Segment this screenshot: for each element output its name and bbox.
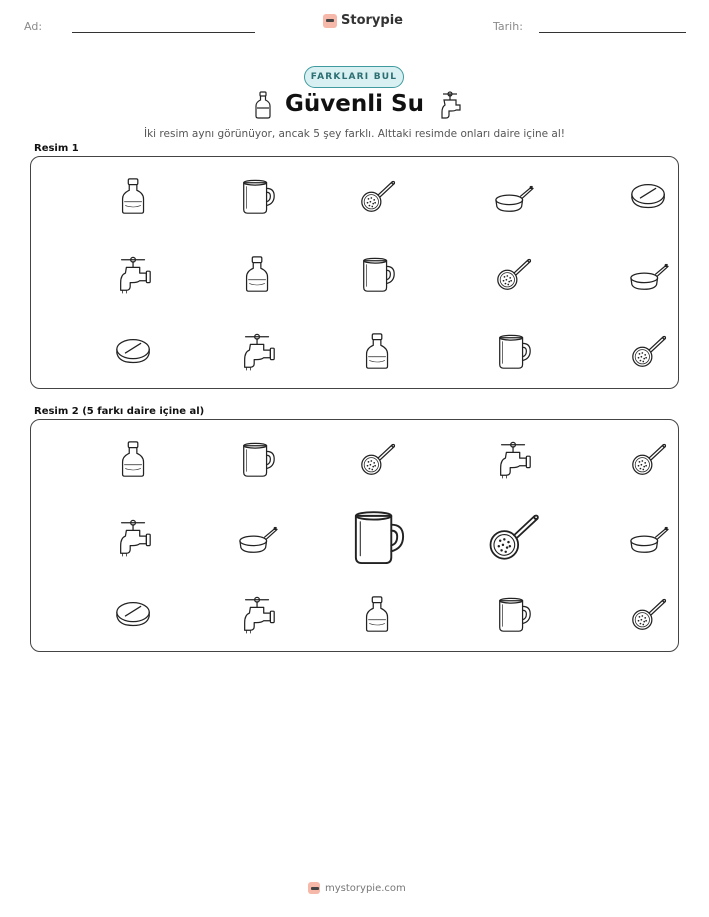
picture1-mug-icon[interactable] bbox=[494, 332, 534, 372]
picture1-bottle-icon[interactable] bbox=[114, 177, 154, 217]
page-title: Güvenli Su bbox=[285, 91, 424, 117]
picture2-pan-icon[interactable] bbox=[238, 518, 278, 558]
picture2-strainer-icon[interactable] bbox=[629, 440, 669, 480]
footer bbox=[308, 882, 406, 894]
picture2-tap-icon[interactable] bbox=[114, 518, 154, 558]
picture1-tap-icon[interactable] bbox=[238, 332, 278, 372]
picture1-mug-icon[interactable] bbox=[358, 255, 398, 295]
picture2-label: Resim 2 (5 farkı daire içine al) bbox=[34, 406, 205, 417]
brand-logo bbox=[323, 13, 403, 28]
picture1-bottle-icon[interactable] bbox=[358, 332, 398, 372]
picture1-pan-icon[interactable] bbox=[494, 177, 534, 217]
picture2-mug-icon[interactable] bbox=[347, 507, 409, 569]
storypie-icon bbox=[323, 14, 337, 28]
picture1-label: Resim 1 bbox=[34, 143, 79, 154]
picture1-tap-icon[interactable] bbox=[114, 255, 154, 295]
picture1-bottle-icon[interactable] bbox=[238, 255, 278, 295]
name-line[interactable] bbox=[72, 32, 255, 33]
picture1-strainer-icon[interactable] bbox=[629, 332, 669, 372]
storypie-icon bbox=[308, 882, 320, 894]
picture2-tablet-icon[interactable] bbox=[114, 595, 154, 635]
picture1-tablet-icon[interactable] bbox=[114, 332, 154, 372]
picture2-strainer-icon[interactable] bbox=[358, 440, 398, 480]
picture2-mug-icon[interactable] bbox=[238, 440, 278, 480]
picture1-strainer-icon[interactable] bbox=[358, 177, 398, 217]
picture2-pan-icon[interactable] bbox=[629, 518, 669, 558]
tap-icon bbox=[435, 90, 465, 120]
picture2-mug-icon[interactable] bbox=[494, 595, 534, 635]
picture2-bottle-icon[interactable] bbox=[114, 440, 154, 480]
footer-url[interactable]: mystorypie.com bbox=[325, 882, 406, 894]
picture2-panel[interactable] bbox=[30, 419, 679, 652]
picture1-strainer-icon[interactable] bbox=[494, 255, 534, 295]
date-line[interactable] bbox=[539, 32, 686, 33]
picture1-panel[interactable] bbox=[30, 156, 679, 389]
activity-badge: FARKLARI BUL bbox=[304, 66, 404, 88]
picture2-strainer-icon[interactable] bbox=[629, 595, 669, 635]
brand-name: Storypie bbox=[341, 13, 403, 28]
picture2-tap-icon[interactable] bbox=[494, 440, 534, 480]
date-label: Tarih: bbox=[493, 20, 523, 33]
picture2-tap-icon[interactable] bbox=[238, 595, 278, 635]
name-label: Ad: bbox=[24, 20, 43, 33]
picture1-pan-icon[interactable] bbox=[629, 255, 669, 295]
instructions: İki resim aynı görünüyor, ancak 5 şey farklı. Alttaki resimde onları daire içine al! bbox=[144, 128, 565, 140]
picture2-strainer-icon[interactable] bbox=[485, 509, 543, 567]
picture2-bottle-icon[interactable] bbox=[358, 595, 398, 635]
picture1-mug-icon[interactable] bbox=[238, 177, 278, 217]
picture1-tablet-icon[interactable] bbox=[629, 177, 669, 217]
